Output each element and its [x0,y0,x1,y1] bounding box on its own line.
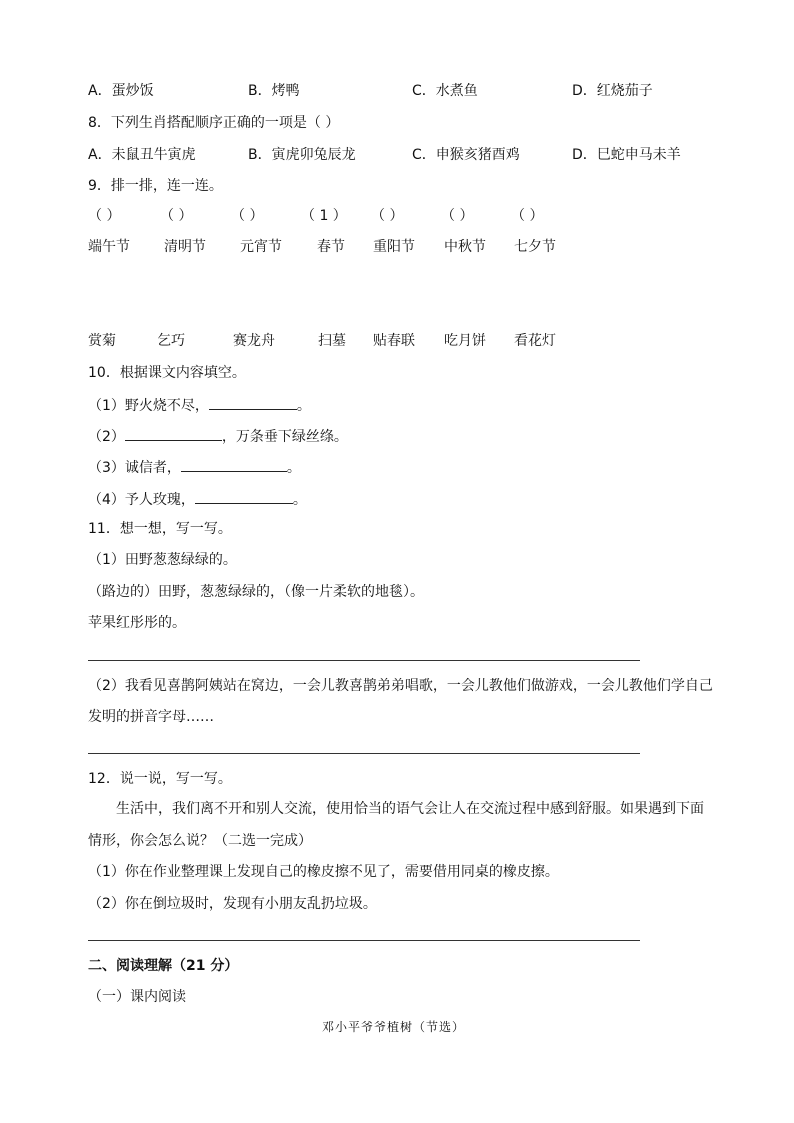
q11-part-1-task: 苹果红彤彤的。 [88,615,186,631]
q9-festival-1: 端午节 [88,239,130,255]
q9-festival-5: 重阳节 [373,239,415,255]
q9-custom-3: 赛龙舟 [233,333,275,349]
q7-option-c: C．水煮鱼 [412,83,478,99]
q10-blank-4[interactable] [195,489,293,504]
q7-option-a: A．蛋炒饭 [88,83,154,99]
q9-bracket-7: （ ） [511,208,544,224]
q10-line-1-suffix: 。 [296,398,311,414]
q9-bracket-6: （ ） [441,208,474,224]
q8-option-b: B．寅虎卯兔辰龙 [248,147,356,163]
section-2-subheading: （一）课内阅读 [88,989,186,1005]
q12-paragraph-line-2: 情形，你会怎么说？（二选一完成） [88,833,312,849]
q11-stem: 11．想一想，写一写。 [88,521,232,537]
q12-stem: 12．说一说，写一写。 [88,771,232,787]
q9-festival-3: 元宵节 [240,239,282,255]
q10-blank-2[interactable] [125,426,222,441]
q9-bracket-5: （ ） [371,208,404,224]
q10-line-1 [88,395,311,416]
q10-line-4-suffix: 。 [292,492,307,508]
q9-custom-2: 乞巧 [157,333,185,349]
q12-option-1: （1）你在作业整理课上发现自己的橡皮擦不见了，需要借用同桌的橡皮擦。 [88,864,559,880]
q8-option-d: D．巳蛇申马未羊 [572,147,681,163]
q11-part-2-line-2: 发明的拼音字母…… [88,709,214,725]
q11-part-1-example: （路边的）田野，葱葱绿绿的，（像一片柔软的地毯）。 [88,584,424,600]
q9-custom-1: 赏菊 [88,333,116,349]
answer-line-q12[interactable] [88,940,640,941]
q9-bracket-3: （ ） [231,208,264,224]
q10-line-3-suffix: 。 [286,460,301,476]
answer-line-q11-2[interactable] [88,753,640,754]
q9-bracket-2: （ ） [160,208,193,224]
q10-stem: 10．根据课文内容填空。 [88,365,246,381]
q12-paragraph-line-1: 生活中，我们离不开和别人交流，使用恰当的语气会让人在交流过程中感到舒服。如果遇到下面 [116,801,704,817]
q9-festival-6: 中秋节 [444,239,486,255]
q9-festival-7: 七夕节 [514,239,556,255]
q9-custom-4: 扫墓 [318,333,346,349]
q8-option-c: C．申猴亥猪酉鸡 [412,147,520,163]
q7-option-d: D．红烧茄子 [572,83,653,99]
q10-line-1-prefix: （1）野火烧不尽， [88,398,209,414]
q9-custom-7: 看花灯 [514,333,556,349]
q10-blank-1[interactable] [209,395,297,410]
answer-line-q11-1[interactable] [88,660,640,661]
q10-line-3-prefix: （3）诚信者， [88,460,181,476]
q10-line-2-suffix: ，万条垂下绿丝绦。 [221,429,348,445]
q10-line-4-prefix: （4）予人玫瑰， [88,492,195,508]
q9-stem: 9．排一排，连一连。 [88,178,223,194]
q9-bracket-4: （ 1 ） [301,208,347,224]
q8-option-a: A．未鼠丑牛寅虎 [88,147,196,163]
section-2-heading: 二、阅读理解（21 分） [88,958,239,974]
q9-custom-6: 吃月饼 [444,333,486,349]
q9-festival-2: 清明节 [164,239,206,255]
q8-stem: 8．下列生肖搭配顺序正确的一项是（ ） [88,115,340,131]
q7-option-b: B．烤鸭 [248,83,300,99]
q10-line-3 [88,457,301,478]
q9-festival-4: 春节 [317,239,345,255]
q11-part-2-line-1: （2）我看见喜鹊阿姨站在窝边，一会儿教喜鹊弟弟唱歌，一会儿教他们做游戏，一会儿教他们学自己 [88,678,713,694]
q9-bracket-1: （ ） [88,208,121,224]
q10-line-2 [88,426,348,447]
q10-blank-3[interactable] [181,457,287,472]
q11-part-1: （1）田野葱葱绿绿的。 [88,552,237,568]
q10-line-4 [88,489,307,510]
q12-option-2: （2）你在倒垃圾时，发现有小朋友乱扔垃圾。 [88,896,377,912]
q10-line-2-prefix: （2） [88,429,125,445]
q9-custom-5: 贴春联 [373,333,415,349]
passage-title: 邓小平爷爷植树（节选） [322,1020,466,1034]
